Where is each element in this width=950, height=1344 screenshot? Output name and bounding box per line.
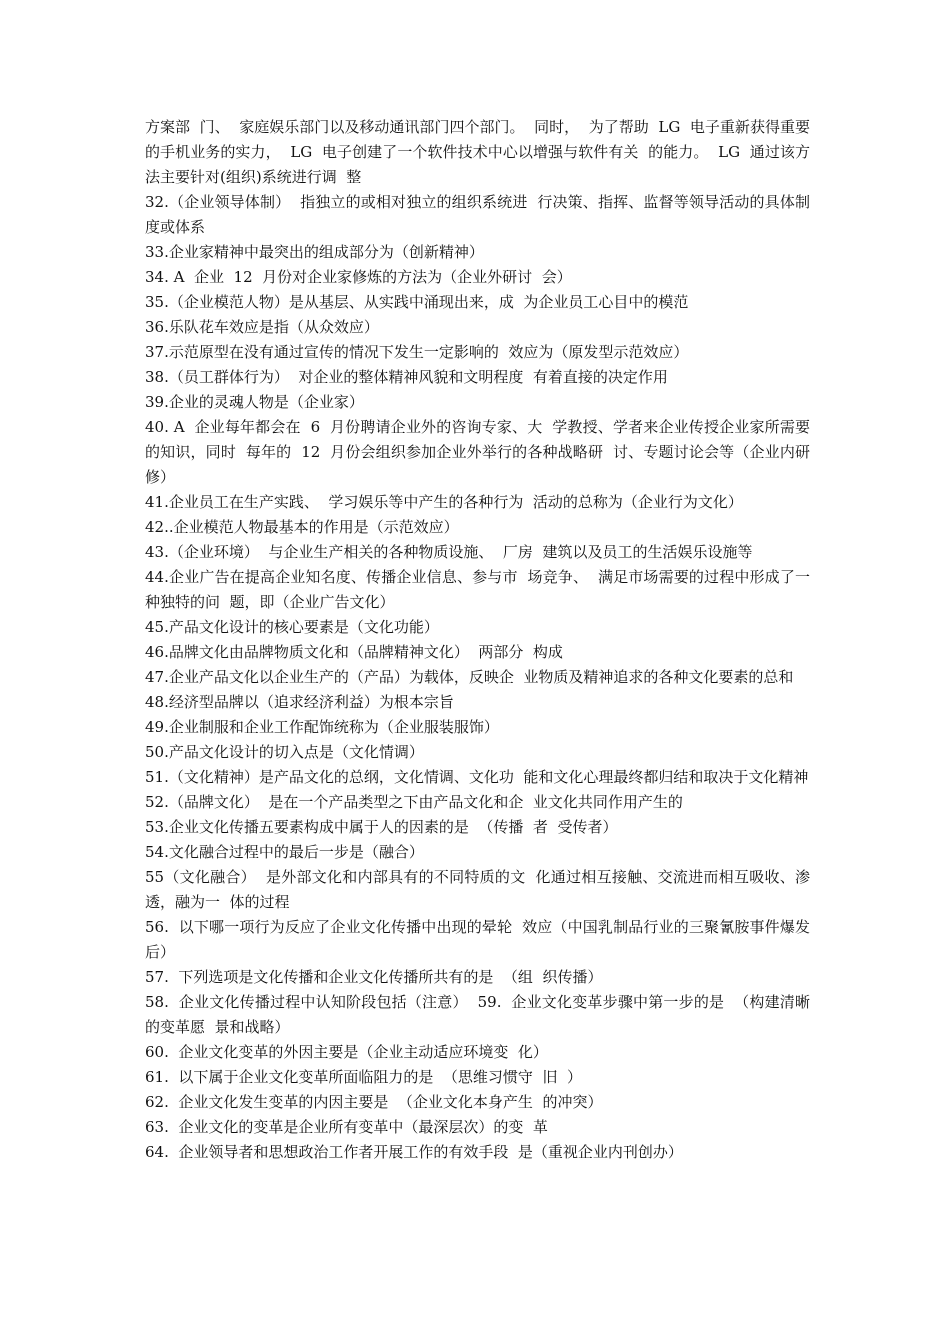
paragraph-item-58-59: 58. 企业文化传播过程中认知阶段包括（注意） 59. 企业文化变革步骤中第一步的是 （构建清晰的变革愿 景和战略） (145, 993, 810, 1036)
paragraph-item-63: 63. 企业文化的变革是企业所有变革中（最深层次）的变 革 (145, 1118, 548, 1136)
paragraph-item-44: 44.企业广告在提高企业知名度、传播企业信息、参与市 场竞争、 满足市场需要的过程中形成了一种独特的问 题，即（企业广告文化） (145, 568, 810, 611)
paragraph-item-51: 51.（文化精神）是产品文化的总纲，文化情调、文化功 能和文化心理最终都归结和取决于文化精神 (145, 768, 809, 786)
paragraph-item-64: 64. 企业领导者和思想政治工作者开展工作的有效手段 是（重视企业内刊创办） (145, 1143, 683, 1161)
paragraph-item-39: 39.企业的灵魂人物是（企业家） (145, 393, 364, 411)
paragraph-item-36: 36.乐队花车效应是指（从众效应） (145, 318, 379, 336)
paragraph-item-43: 43.（企业环境） 与企业生产相关的各种物质设施、 厂房 建筑以及员工的生活娱乐设施等 (145, 543, 753, 561)
paragraph-item-49: 49.企业制服和企业工作配饰统称为（企业服装服饰） (145, 718, 499, 736)
paragraph-item-35: 35.（企业模范人物）是从基层、从实践中涌现出来，成 为企业员工心目中的模范 (145, 293, 689, 311)
paragraph-item-62: 62. 企业文化发生变革的内因主要是 （企业文化本身产生 的冲突） (145, 1093, 603, 1111)
paragraph-item-32: 32.（企业领导体制） 指独立的或相对独立的组织系统进 行决策、指挥、监督等领导活动的具体制度或体系 (145, 193, 810, 236)
paragraph-item-61: 61. 以下属于企业文化变革所面临阻力的是 （思维习惯守 旧 ） (145, 1068, 583, 1086)
paragraph-item-55: 55（文化融合） 是外部文化和内部具有的不同特质的文 化通过相互接触、交流进而相互吸收、渗透，融为一 体的过程 (145, 868, 810, 911)
paragraph-item-50: 50.产品文化设计的切入点是（文化情调） (145, 743, 424, 761)
paragraph-item-38: 38.（员工群体行为） 对企业的整体精神风貌和文明程度 有着直接的决定作用 (145, 368, 668, 386)
document-body (145, 115, 810, 1165)
paragraph-item-33: 33.企业家精神中最突出的组成部分为（创新精神） (145, 243, 484, 261)
paragraph-item-48: 48.经济型品牌以（追求经济利益）为根本宗旨 (145, 693, 454, 711)
paragraph-item-57: 57. 下列选项是文化传播和企业文化传播所共有的是 （组 织传播） (145, 968, 603, 986)
paragraph-item-40: 40. A 企业每年都会在 6 月份聘请企业外的咨询专家、大 学教授、学者来企业传授企业家所需要的知识，同时 每年的 12 月份会组织参加企业外举行的各种战略研 讨、专题讨论会等（企业内研修） (145, 418, 810, 486)
paragraph-item-47: 47.企业产品文化以企业生产的（产品）为载体，反映企 业物质及精神追求的各种文化要素的总和 (145, 668, 794, 686)
paragraph-item-60: 60. 企业文化变革的外因主要是（企业主动适应环境变 化） (145, 1043, 548, 1061)
paragraph-item-56: 56. 以下哪一项行为反应了企业文化传播中出现的晕轮 效应（中国乳制品行业的三聚氰胺事件爆发后） (145, 918, 810, 961)
paragraph-item-45: 45.产品文化设计的核心要素是（文化功能） (145, 618, 439, 636)
paragraph-item-46: 46.品牌文化由品牌物质文化和（品牌精神文化） 两部分 构成 (145, 643, 563, 661)
paragraph-item-52: 52.（品牌文化） 是在一个产品类型之下由产品文化和企 业文化共同作用产生的 (145, 793, 683, 811)
paragraph-item-53: 53.企业文化传播五要素构成中属于人的因素的是 （传播 者 受传者） (145, 818, 618, 836)
paragraph-item-54: 54.文化融合过程中的最后一步是（融合） (145, 843, 424, 861)
paragraph-item-37: 37.示范原型在没有通过宣传的情况下发生一定影响的 效应为（原发型示范效应） (145, 343, 689, 361)
paragraph-item-41: 41.企业员工在生产实践、 学习娱乐等中产生的各种行为 活动的总称为（企业行为文化） (145, 493, 743, 511)
paragraph-item-42: 42..企业模范人物最基本的作用是（示范效应） (145, 518, 459, 536)
paragraph-item-34: 34. A 企业 12 月份对企业家修炼的方法为（企业外研讨 会） (145, 268, 572, 286)
paragraph-intro: 方案部 门、 家庭娱乐部门以及移动通讯部门四个部门。 同时， 为了帮助 LG 电子重新获得重要的手机业务的实力， LG 电子创建了一个软件技术中心以增强与软件有关 的能力。 LG 通过该方法主要针对(组织)系统进行调 整 (145, 118, 810, 186)
